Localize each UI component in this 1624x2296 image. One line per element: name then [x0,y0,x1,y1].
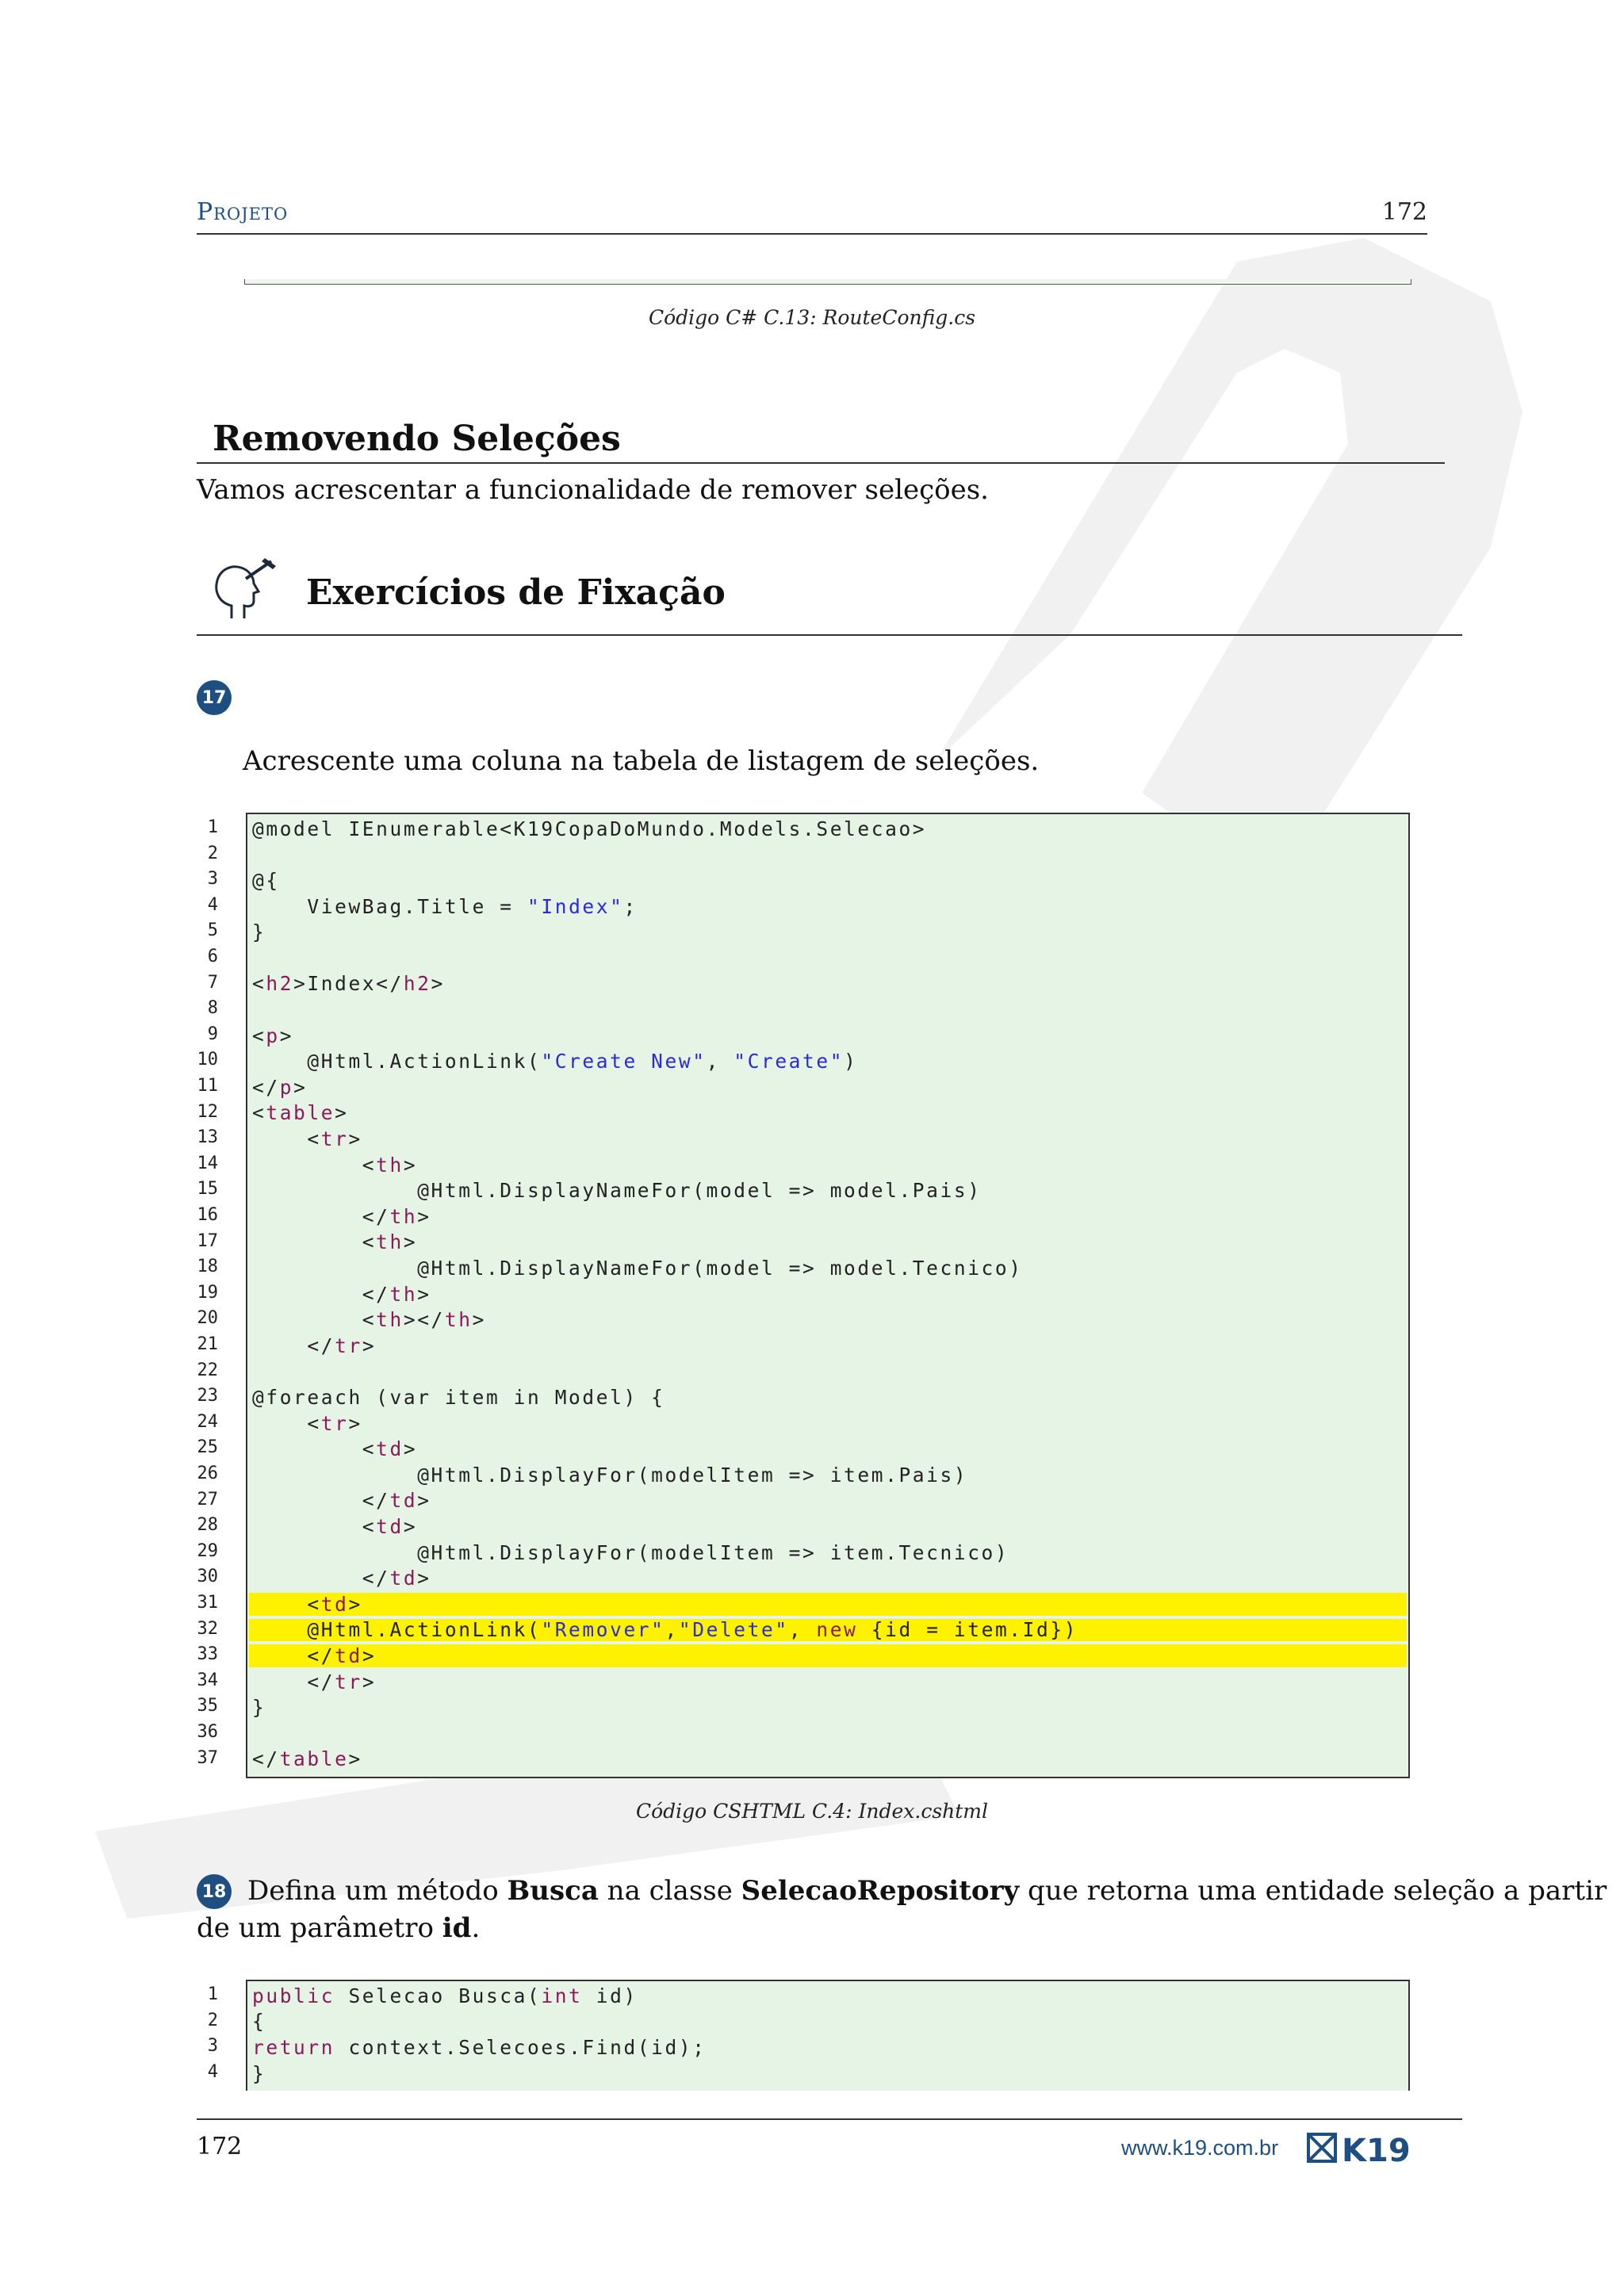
code-line: < th > [252,1230,418,1254]
line-number: 1 [207,817,218,837]
code-line: < td > [252,1592,362,1616]
code-line: @Html.DisplayFor(modelItem => item.Pais) [252,1463,968,1487]
line-number: 12 [197,1101,218,1122]
code-line: < td > [252,1437,418,1461]
header-divider [197,233,1427,235]
code-line: </ table > [252,1747,362,1771]
code-line: return context.Selecoes.Find(id); [252,2035,707,2059]
code-caption-routeconfig: Código C# C.13: RouteConfig.cs [648,306,976,329]
line-number: 23 [197,1386,218,1406]
line-number: 4 [207,894,218,915]
line-number: 28 [197,1515,218,1536]
line-number: 35 [197,1696,218,1716]
code-line: < h2 >Index</ h2 > [252,972,445,996]
line-number: 15 [197,1179,218,1200]
code-line: public Selecao Busca( int id) [252,1984,638,2007]
footer-divider [197,2118,1462,2120]
k19-logo-text: K19 [1342,2133,1411,2166]
thinking-head-icon [208,557,279,628]
line-number: 7 [207,972,218,993]
code-line: @Html.ActionLink( "Remover" , "Delete" , new {id = item.Id}) [252,1618,1078,1642]
line-number: 30 [197,1567,218,1587]
running-header-section: Projeto [197,198,289,226]
running-header-page: 172 [1381,198,1427,226]
code-line: @Html.DisplayFor(modelItem => item.Tecnico) [252,1540,1009,1564]
line-number: 33 [197,1644,218,1665]
line-number: 24 [197,1411,218,1432]
line-number: 31 [197,1593,218,1613]
section-title: Removendo Seleções [213,419,621,459]
line-number: 13 [197,1127,218,1148]
code-line: </ th > [252,1204,431,1228]
code-line: < td > [252,1514,418,1538]
line-number: 3 [207,869,218,890]
line-number: 14 [197,1153,218,1173]
previous-code-block-end [244,279,1411,285]
line-number: 22 [197,1360,218,1380]
line-number: 20 [197,1308,218,1329]
code-line: </ td > [252,1567,431,1590]
line-number: 16 [197,1205,218,1225]
code-line: < p > [252,1024,294,1047]
code-line: < table > [252,1101,349,1125]
line-number: 4 [207,2061,218,2082]
code-line: </ td > [252,1489,431,1513]
footer-page-number: 172 [197,2133,243,2160]
line-number: 11 [197,1076,218,1096]
line-number: 29 [197,1540,218,1561]
line-number: 18 [197,1257,218,1277]
footer-url[interactable]: www.k19.com.br [1121,2136,1279,2160]
line-number: 21 [197,1334,218,1354]
class-name: SelecaoRepository [741,1875,1020,1907]
line-number: 8 [207,998,218,1019]
method-name: Busca [507,1875,599,1907]
code-line: @Html.ActionLink( "Create New" , "Create" ) [252,1050,858,1073]
code-line: } [252,1696,266,1720]
line-number: 25 [197,1437,218,1458]
code-line: } [252,2061,266,2085]
line-number: 2 [207,843,218,863]
line-number: 34 [197,1670,218,1690]
highlighted-line-bg [249,1593,1407,1616]
exercise-number-badge: 17 [197,680,232,715]
line-number: 17 [197,1230,218,1251]
line-number: 6 [207,947,218,966]
exercises-divider [197,634,1462,636]
line-number: 10 [197,1050,218,1070]
section-intro: Vamos acrescentar a funcionalidade de remover seleções. [197,474,989,506]
code-block-index-cshtml [246,813,1410,1778]
code-line: < tr > [252,1127,362,1150]
code-line: </ tr > [252,1334,377,1357]
line-number: 36 [197,1722,218,1742]
code-line: @{ [252,868,280,892]
line-number: 32 [197,1618,218,1639]
code-line: </ th > [252,1282,431,1306]
line-number: 19 [197,1282,218,1303]
line-number: 2 [207,2010,218,2030]
code-line: </ tr > [252,1670,377,1693]
section-divider [197,462,1445,464]
code-line: } [252,920,266,944]
line-number: 37 [197,1747,218,1768]
exercise-18-text-line2: de um parâmetro id. [197,1912,481,1944]
exercise-number-badge: 18 [197,1874,232,1909]
code-line: ViewBag.Title = "Index" ; [252,894,638,918]
code-line: @Html.DisplayNameFor(model => model.Pais) [252,1179,982,1203]
exercise-17-text: Acrescente uma coluna na tabela de listagem de seleções. [243,745,1040,777]
code-line: @foreach (var item in Model) { [252,1385,665,1409]
code-line: </ p > [252,1075,308,1099]
parameter-name: id [442,1912,472,1944]
code-block-busca [246,1980,1410,2091]
exercises-title: Exercícios de Fixação [306,572,726,613]
line-number: 1 [207,1984,218,2004]
line-number: 27 [197,1489,218,1510]
code-caption-index: Código CSHTML C.4: Index.cshtml [635,1800,989,1823]
line-number: 5 [207,920,218,941]
line-number: 9 [207,1024,218,1044]
code-line: < tr > [252,1411,362,1435]
code-line: @Html.DisplayNameFor(model => model.Tecnico) [252,1256,1023,1280]
line-number: 26 [197,1464,218,1483]
code-line: </ td > [252,1644,377,1667]
k19-logo-icon [1307,2131,1427,2166]
code-line: < th ></ th > [252,1308,486,1332]
code-line: { [252,2010,266,2034]
highlighted-line-bg [249,1644,1407,1667]
code-line: @model IEnumerable<K19CopaDoMundo.Models.Selecao> [252,817,927,840]
line-number: 3 [207,2036,218,2057]
code-line: < th > [252,1153,418,1177]
exercise-18-text-line1: Defina um método Busca na classe SelecaoRepository que retorna uma entidade seleção a partir [247,1875,1607,1907]
